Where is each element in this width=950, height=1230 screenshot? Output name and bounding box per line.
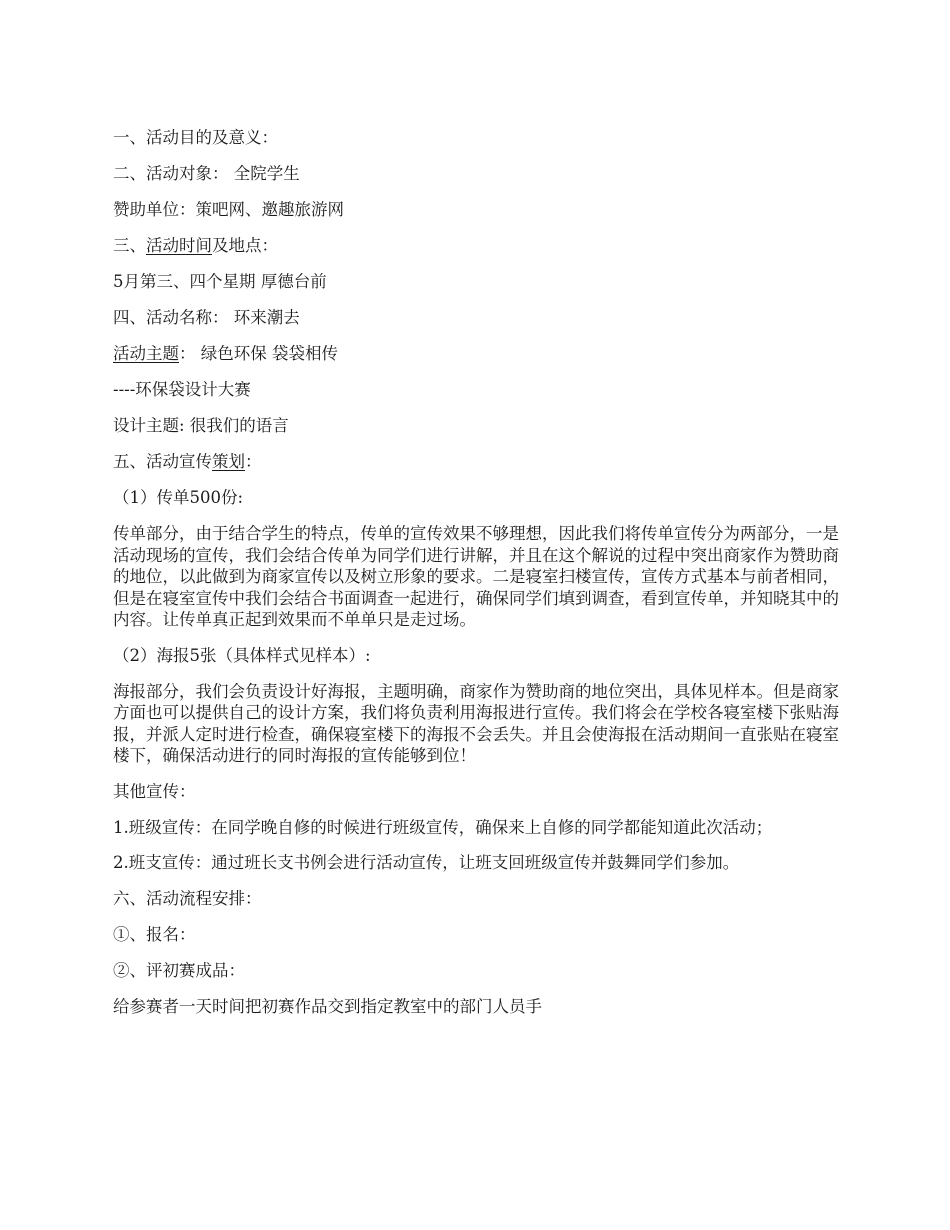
document-page	[113, 127, 841, 1032]
process-step-2-detail: 给参赛者一天时间把初赛作品交到指定教室中的部门人员手	[113, 997, 542, 1016]
process-step-2: ②、评初赛成品：	[113, 961, 245, 980]
contest-subtitle: ----环保袋设计大赛	[113, 380, 251, 399]
sponsors-line: 赞助单位：策吧网、邀趣旅游网	[113, 200, 344, 219]
section-3-suffix: 及地点：	[212, 236, 278, 255]
process-step-1: ①、报名：	[113, 925, 196, 944]
design-theme-line: 设计主题: 很我们的语言	[113, 416, 289, 435]
poster-heading: （2）海报5张（具体样式见样本）:	[113, 645, 371, 665]
time-place-value: 5月第三、四个星期 厚德台前	[113, 272, 327, 291]
section-1-heading: 一、活动目的及意义：	[113, 128, 278, 147]
section-4-activity-name: 四、活动名称： 环来潮去	[113, 308, 300, 327]
other-promotion-heading: 其他宣传：	[113, 781, 196, 801]
flyer-paragraph: 传单部分，由于结合学生的特点，传单的宣传效果不够理想，因此我们将传单宣传分为两部分，一是活动现场的宣传，我们会结合传单为同学们进行讲解，并且在这个解说的过程中突出商家作为赞助商的地位，以此做到为商家宣传以及树立形象的要求。二是寝室扫楼宣传，宣传方式基本与前者相同，但是在寝室宣传中我们会结合书面调查一起进行，确保同学们填到调查，看到宣传单，并知晓其中的内容。让传单真正起到效果而不单单只是走过场。	[113, 524, 839, 629]
section-3-time-place	[113, 235, 841, 257]
section-2-audience: 二、活动对象： 全院学生	[113, 164, 300, 183]
section-5-suffix: ：	[245, 452, 262, 471]
flyer-heading: （1）传单500份:	[113, 488, 244, 507]
section-5-prefix: 五、活动宣传	[113, 452, 212, 471]
section-5-promotion	[113, 451, 841, 473]
section-6-process: 六、活动流程安排：	[113, 889, 262, 908]
branch-promotion-item: 2.班支宣传：通过班长支书例会进行活动宣传，让班支回班级宣传并鼓舞同学们参加。	[113, 853, 740, 872]
section-5-underlined: 策划	[212, 452, 245, 471]
activity-theme-label: 活动主题	[113, 344, 179, 363]
poster-paragraph: 海报部分，我们会负责设计好海报，主题明确，商家作为赞助商的地位突出，具体见样本。但是商家方面也可以提供自己的设计方案，我们将负责利用海报进行宣传。我们将会在学校各寝室楼下张贴海报，并派人定时进行检查，确保寝室楼下的海报不会丢失。并且会使海报在活动期间一直张贴在寝室楼下，确保活动进行的同时海报的宣传能够到位！	[113, 681, 839, 765]
section-3-underlined: 活动时间	[146, 236, 212, 255]
section-3-prefix: 三、	[113, 236, 146, 255]
class-promotion-item: 1.班级宣传：在同学晚自修的时候进行班级宣传，确保来上自修的同学都能知道此次活动；	[113, 817, 773, 837]
activity-theme-value: ： 绿色环保 袋袋相传	[179, 344, 338, 363]
activity-theme-line	[113, 343, 841, 365]
